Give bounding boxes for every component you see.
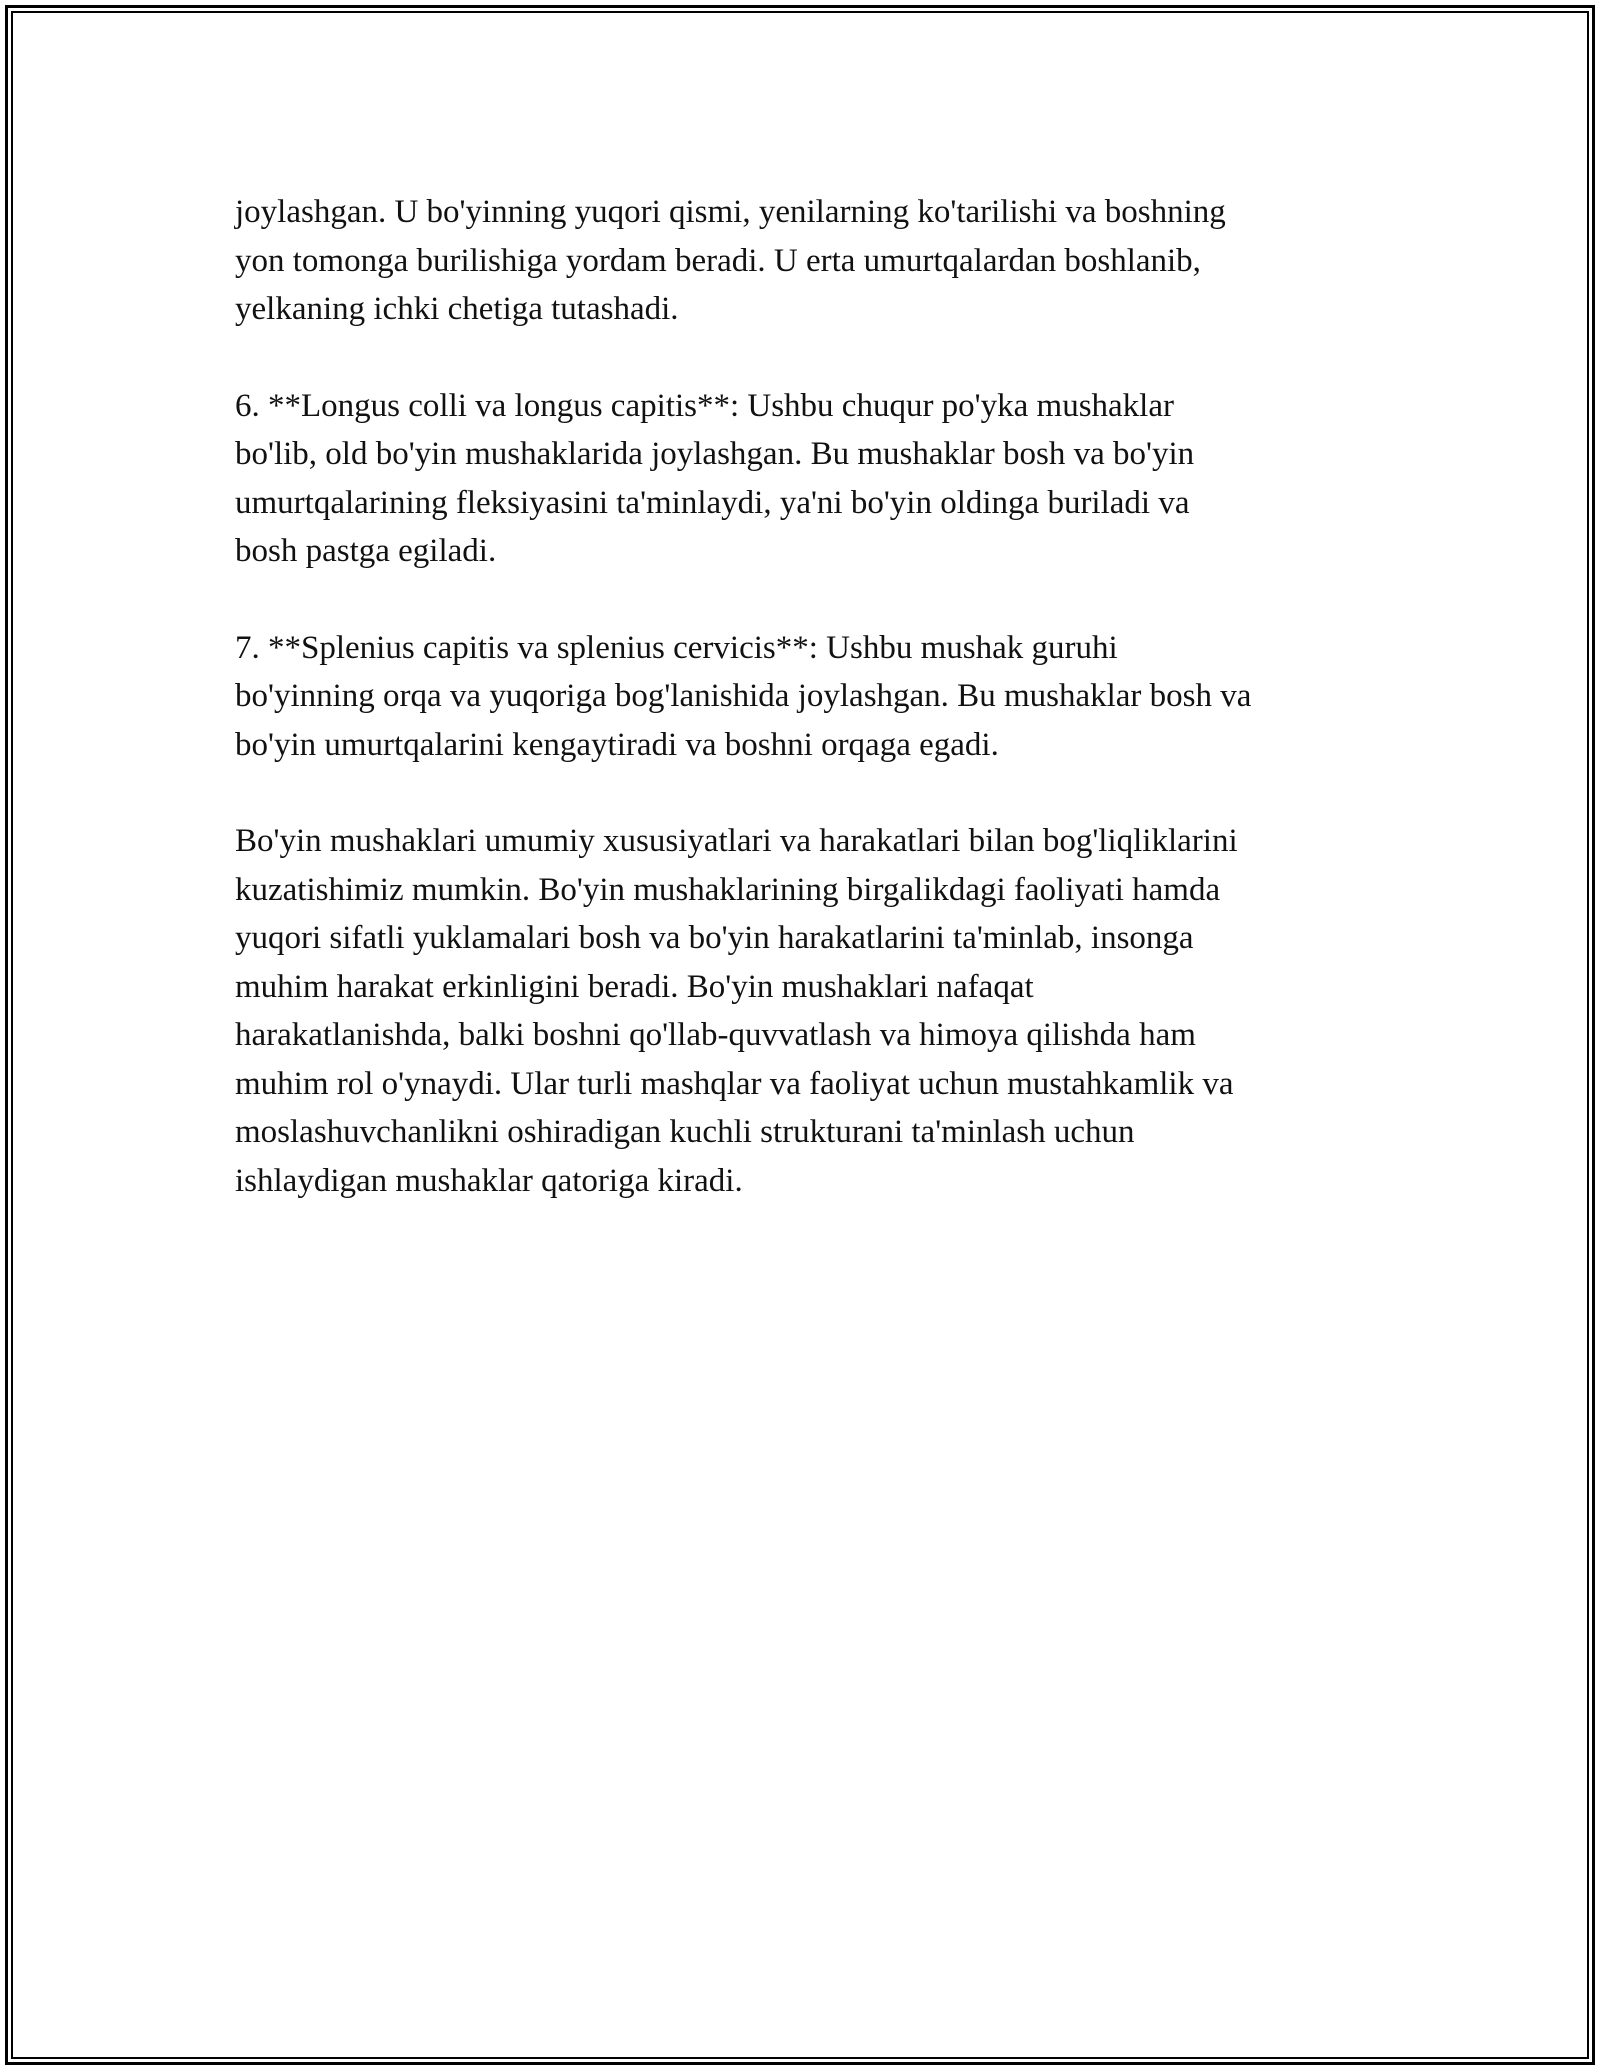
text-line: ishlaydigan mushaklar qatoriga kiradi.: [235, 1162, 743, 1199]
text-line: yon tomonga burilishiga yordam beradi. U erta umurtqalardan boshlanib,: [235, 242, 1201, 279]
paragraph-trapezius-continuation: [235, 188, 1375, 334]
text-line: yelkaning ichki chetiga tutashadi.: [235, 291, 679, 327]
text-line: umurtqalarining fleksiyasini ta'minlaydi, ya'ni bo'yin oldinga buriladi va: [235, 484, 1190, 521]
paragraph-item-7: [235, 624, 1375, 770]
text-line: muhim harakat erkinligini beradi. Bo'yin mushaklari nafaqat: [235, 968, 1034, 1005]
text-line: 7. **Splenius capitis va splenius cervicis**: Ushbu mushak guruhi: [235, 629, 1118, 666]
text-line: Bo'yin mushaklari umumiy xususiyatlari va harakatlari bilan bog'liqliklarini: [235, 823, 1238, 859]
document-body: [235, 188, 1375, 1253]
text-line: bo'yin umurtqalarini kengaytiradi va boshni orqaga egadi.: [235, 726, 999, 763]
text-line: muhim rol o'ynaydi. Ular turli mashqlar va faoliyat uchun mustahkamlik va: [235, 1065, 1234, 1102]
paragraph-item-6: [235, 382, 1375, 576]
text-line: bo'yinning orqa va yuqoriga bog'lanishida joylashgan. Bu mushaklar bosh va: [235, 678, 1252, 714]
text-line: joylashgan. U bo'yinning yuqori qismi, yenilarning ko'tarilishi va boshning: [235, 194, 1226, 230]
paragraph-summary: [235, 817, 1375, 1205]
text-line: moslashuvchanlikni oshiradigan kuchli strukturani ta'minlash uchun: [235, 1114, 1135, 1150]
text-line: bosh pastga egiladi.: [235, 533, 497, 569]
text-line: bo'lib, old bo'yin mushaklarida joylashgan. Bu mushaklar bosh va bo'yin: [235, 436, 1195, 472]
text-line: 6. **Longus colli va longus capitis**: Ushbu chuqur po'yka mushaklar: [235, 387, 1174, 424]
text-line: harakatlanishda, balki boshni qo'llab-quvvatlash va himoya qilishda ham: [235, 1017, 1196, 1053]
text-line: kuzatishimiz mumkin. Bo'yin mushaklarining birgalikdagi faoliyati hamda: [235, 871, 1221, 908]
text-line: yuqori sifatli yuklamalari bosh va bo'yin harakatlarini ta'minlab, insonga: [235, 920, 1194, 956]
